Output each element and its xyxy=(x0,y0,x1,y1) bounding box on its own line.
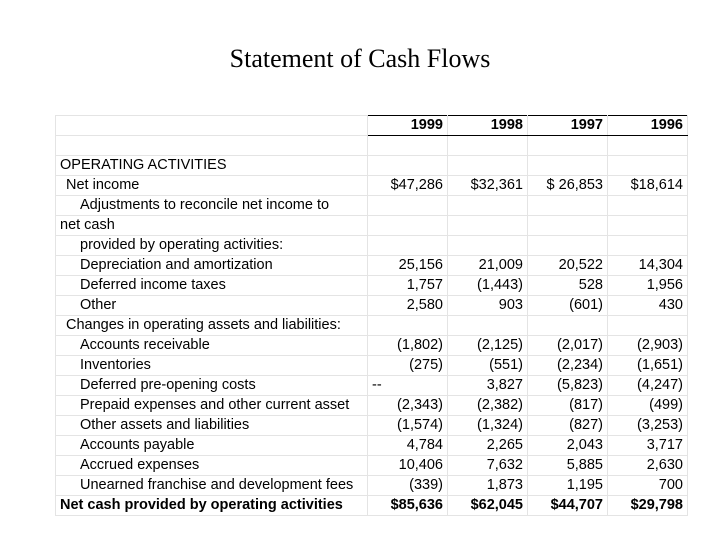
value-cell: 2,265 xyxy=(448,436,528,456)
value-cell: 3,827 xyxy=(448,376,528,396)
row-label: Net income xyxy=(56,176,368,196)
table-row xyxy=(56,436,688,456)
table-row xyxy=(56,456,688,476)
value-cell: (3,253) xyxy=(608,416,688,436)
value-cell xyxy=(528,316,608,336)
value-cell: 5,885 xyxy=(528,456,608,476)
value-cell xyxy=(528,156,608,176)
table-row xyxy=(56,196,688,216)
value-cell xyxy=(448,236,528,256)
value-cell xyxy=(448,196,528,216)
value-cell: (551) xyxy=(448,356,528,376)
value-cell: (1,574) xyxy=(368,416,448,436)
value-cell: (1,651) xyxy=(608,356,688,376)
table-row xyxy=(56,356,688,376)
column-header: 1996 xyxy=(608,116,688,136)
value-cell: 1,195 xyxy=(528,476,608,496)
cash-flow-table xyxy=(55,115,688,516)
row-label: Changes in operating assets and liabilities: xyxy=(56,316,368,336)
value-cell xyxy=(608,156,688,176)
value-cell xyxy=(448,156,528,176)
value-cell: 1,873 xyxy=(448,476,528,496)
value-cell xyxy=(368,316,448,336)
table-row xyxy=(56,236,688,256)
value-cell: (2,903) xyxy=(608,336,688,356)
value-cell xyxy=(608,196,688,216)
slide-title: Statement of Cash Flows xyxy=(229,44,491,73)
value-cell: $44,707 xyxy=(528,496,608,516)
row-label: Inventories xyxy=(56,356,368,376)
value-cell: 2,630 xyxy=(608,456,688,476)
total-row xyxy=(56,496,688,516)
value-cell: 20,522 xyxy=(528,256,608,276)
value-cell xyxy=(448,136,528,156)
value-cell: $85,636 xyxy=(368,496,448,516)
row-label: Net cash provided by operating activities xyxy=(56,496,368,516)
value-cell: (1,802) xyxy=(368,336,448,356)
table-row xyxy=(56,156,688,176)
value-cell: -- xyxy=(368,376,448,396)
table-row xyxy=(56,216,688,236)
table-row xyxy=(56,136,688,156)
table-row xyxy=(56,256,688,276)
value-cell: 430 xyxy=(608,296,688,316)
column-header: 1997 xyxy=(528,116,608,136)
column-header: 1999 xyxy=(368,116,448,136)
row-label xyxy=(56,136,368,156)
value-cell: (1,324) xyxy=(448,416,528,436)
row-label: net cash xyxy=(56,216,368,236)
table-row xyxy=(56,416,688,436)
value-cell: $62,045 xyxy=(448,496,528,516)
value-cell: 4,784 xyxy=(368,436,448,456)
value-cell: (601) xyxy=(528,296,608,316)
value-cell xyxy=(528,136,608,156)
value-cell: $32,361 xyxy=(448,176,528,196)
row-label: Other assets and liabilities xyxy=(56,416,368,436)
value-cell: (2,343) xyxy=(368,396,448,416)
row-label: Accounts payable xyxy=(56,436,368,456)
value-cell: (2,234) xyxy=(528,356,608,376)
table-row xyxy=(56,476,688,496)
value-cell xyxy=(448,316,528,336)
row-label: Unearned franchise and development fees xyxy=(56,476,368,496)
value-cell: $47,286 xyxy=(368,176,448,196)
row-label: Depreciation and amortization xyxy=(56,256,368,276)
value-cell: (817) xyxy=(528,396,608,416)
value-cell xyxy=(368,196,448,216)
value-cell xyxy=(368,156,448,176)
table-row xyxy=(56,176,688,196)
row-label: Prepaid expenses and other current asset xyxy=(56,396,368,416)
value-cell: (339) xyxy=(368,476,448,496)
value-cell: 700 xyxy=(608,476,688,496)
value-cell: (275) xyxy=(368,356,448,376)
value-cell: (1,443) xyxy=(448,276,528,296)
value-cell: (5,823) xyxy=(528,376,608,396)
value-cell: 528 xyxy=(528,276,608,296)
value-cell xyxy=(528,196,608,216)
value-cell: 2,580 xyxy=(368,296,448,316)
row-label: Accounts receivable xyxy=(56,336,368,356)
value-cell: (827) xyxy=(528,416,608,436)
value-cell xyxy=(608,216,688,236)
column-header: 1998 xyxy=(448,116,528,136)
table-row xyxy=(56,396,688,416)
value-cell xyxy=(368,136,448,156)
value-cell: (4,247) xyxy=(608,376,688,396)
table-row xyxy=(56,296,688,316)
value-cell xyxy=(608,236,688,256)
value-cell: $18,614 xyxy=(608,176,688,196)
value-cell xyxy=(448,216,528,236)
row-label: Deferred pre-opening costs xyxy=(56,376,368,396)
row-label: OPERATING ACTIVITIES xyxy=(56,156,368,176)
row-label: Deferred income taxes xyxy=(56,276,368,296)
value-cell xyxy=(528,236,608,256)
row-label: provided by operating activities: xyxy=(56,236,368,256)
table-row xyxy=(56,276,688,296)
value-cell: 1,757 xyxy=(368,276,448,296)
value-cell: (2,382) xyxy=(448,396,528,416)
value-cell xyxy=(528,216,608,236)
row-label: Accrued expenses xyxy=(56,456,368,476)
value-cell xyxy=(368,216,448,236)
value-cell: 1,956 xyxy=(608,276,688,296)
value-cell: (2,125) xyxy=(448,336,528,356)
value-cell: 2,043 xyxy=(528,436,608,456)
header-row xyxy=(56,116,688,136)
table-row xyxy=(56,376,688,396)
row-label: Adjustments to reconcile net income to xyxy=(56,196,368,216)
value-cell: 7,632 xyxy=(448,456,528,476)
value-cell xyxy=(368,236,448,256)
header-blank-cell xyxy=(56,116,368,136)
table-row xyxy=(56,316,688,336)
value-cell: 21,009 xyxy=(448,256,528,276)
value-cell xyxy=(608,136,688,156)
value-cell: 10,406 xyxy=(368,456,448,476)
value-cell: 25,156 xyxy=(368,256,448,276)
value-cell xyxy=(608,316,688,336)
value-cell: 903 xyxy=(448,296,528,316)
table-row xyxy=(56,336,688,356)
value-cell: $29,798 xyxy=(608,496,688,516)
value-cell: 14,304 xyxy=(608,256,688,276)
value-cell: $ 26,853 xyxy=(528,176,608,196)
value-cell: (499) xyxy=(608,396,688,416)
value-cell: (2,017) xyxy=(528,336,608,356)
value-cell: 3,717 xyxy=(608,436,688,456)
row-label: Other xyxy=(56,296,368,316)
